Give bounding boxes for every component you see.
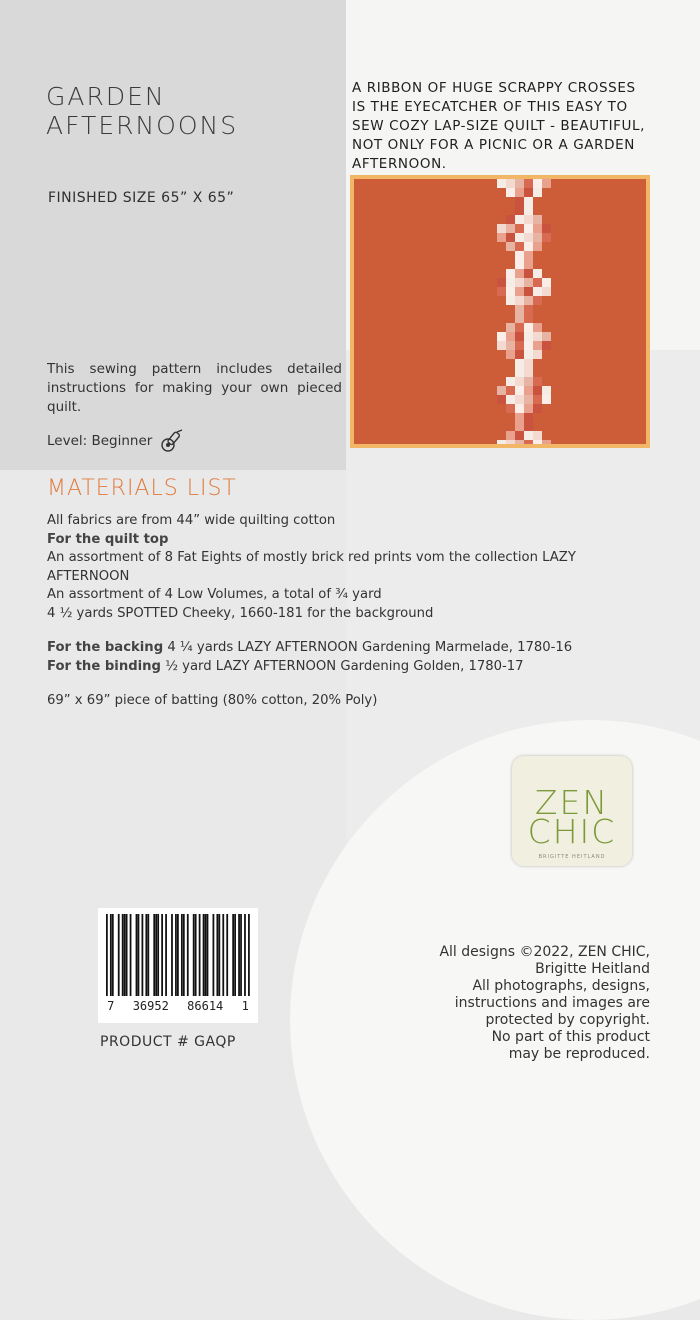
zen-chic-logo	[512, 756, 632, 866]
quilt-patch	[515, 341, 524, 350]
quilt-patch	[542, 179, 551, 188]
quilt-patch	[515, 251, 524, 260]
quilt-patch	[497, 287, 506, 296]
quilt-patch	[515, 206, 524, 215]
quilt-patch	[506, 395, 515, 404]
quilt-patch	[515, 296, 524, 305]
quilt-patch	[524, 206, 533, 215]
quilt-patch	[524, 332, 533, 341]
quilt-patch	[533, 188, 542, 197]
quilt-patch	[497, 440, 506, 444]
barcode-bar	[106, 914, 108, 996]
quilt-patch	[542, 395, 551, 404]
quilt-patch	[506, 341, 515, 350]
quilt-patch	[542, 332, 551, 341]
finished-size: FINISHED SIZE 65” X 65”	[48, 190, 235, 206]
quilt-patch	[506, 269, 515, 278]
barcode-bar	[205, 914, 207, 996]
quilt-patch	[524, 224, 533, 233]
barcode-bar	[157, 914, 159, 996]
quilt-patch	[506, 278, 515, 287]
logo-line-2: CHIC	[527, 812, 617, 851]
quilt-patch	[515, 179, 524, 188]
level-label: Level: Beginner	[47, 433, 153, 449]
barcode-bar	[145, 914, 147, 996]
barcode-bar	[203, 914, 205, 996]
quilt-patch	[515, 242, 524, 251]
quilt-patch	[533, 386, 542, 395]
quilt-patch	[524, 215, 533, 224]
quilt-patch	[524, 395, 533, 404]
quilt-patch	[506, 440, 515, 444]
quilt-patch	[524, 314, 533, 323]
quilt-patch	[533, 323, 542, 332]
copyright-line: No part of this product	[491, 1029, 650, 1045]
quilt-patch	[515, 395, 524, 404]
quilt-patch	[515, 278, 524, 287]
barcode-bar	[153, 914, 155, 996]
barcode-digit-prefix: 7	[107, 999, 115, 1013]
copyright-notice	[400, 944, 650, 1063]
barcode-bar	[142, 914, 144, 996]
quilt-patch	[524, 269, 533, 278]
quilt-patch	[524, 179, 533, 188]
quilt-patch	[497, 278, 506, 287]
quilt-patch	[524, 260, 533, 269]
barcode-bar	[161, 914, 163, 996]
quilt-patch	[515, 440, 524, 444]
quilt-patch	[524, 404, 533, 413]
quilt-top-item-2: An assortment of 4 Low Volumes, a total of ¾ yard	[47, 587, 382, 602]
backing-line	[47, 639, 607, 658]
quilt-patch	[524, 440, 533, 444]
quilt-top-item-3: 4 ½ yards SPOTTED Cheeky, 1660-181 for the background	[47, 605, 434, 621]
quilt-patch	[524, 305, 533, 314]
quilt-patch	[533, 350, 542, 359]
barcode-bar	[248, 914, 250, 996]
quilt-patch	[533, 341, 542, 350]
quilt-patch	[506, 233, 515, 242]
quilt-patch	[506, 224, 515, 233]
quilt-patch	[515, 287, 524, 296]
quilt-patch	[533, 395, 542, 404]
copyright-line: All photographs, designs,	[472, 978, 650, 994]
quilt-patch	[506, 188, 515, 197]
copyright-line: may be reproduced.	[508, 1046, 650, 1062]
quilt-patch	[524, 278, 533, 287]
quilt-patch	[515, 323, 524, 332]
copyright-line: protected by copyright.	[485, 1012, 650, 1028]
quilt-patch	[515, 197, 524, 206]
quilt-patch	[524, 359, 533, 368]
quilt-patch	[515, 368, 524, 377]
barcode-bar	[118, 914, 120, 996]
barcode-bar	[124, 914, 126, 996]
binding-label: For the binding	[47, 658, 161, 674]
quilt-patch	[524, 197, 533, 206]
barcode-bar	[199, 914, 201, 996]
pattern-description: This sewing pattern includes detailed instructions for making your own pieced quilt.	[47, 361, 342, 415]
barcode-digit-check: 1	[241, 999, 249, 1013]
quilt-patch	[533, 269, 542, 278]
barcode-bar	[187, 914, 189, 996]
quilt-patch	[533, 332, 542, 341]
quilt-patch	[533, 224, 542, 233]
quilt-patch	[524, 188, 533, 197]
quilt-patch	[542, 341, 551, 350]
quilt-patch	[533, 215, 542, 224]
quilt-patch	[524, 296, 533, 305]
barcode-bar	[213, 914, 215, 996]
quilt-patch	[515, 350, 524, 359]
quilt-patch	[497, 386, 506, 395]
quilt-patch	[506, 215, 515, 224]
copyright-line: Brigitte Heitland	[535, 961, 650, 977]
quilt-patch	[515, 305, 524, 314]
barcode-bar	[177, 914, 179, 996]
logo-line-1: ZEN	[534, 783, 610, 822]
barcode-bar	[147, 914, 149, 996]
barcode-bars	[106, 914, 250, 996]
barcode-bar	[226, 914, 228, 996]
quilt-patch	[533, 440, 542, 444]
barcode-bar	[112, 914, 114, 996]
barcode-bar	[130, 914, 132, 996]
quilt-patch	[515, 332, 524, 341]
quilt-patch	[515, 422, 524, 431]
materials-list	[47, 512, 607, 711]
quilt-top-item-1: An assortment of 8 Fat Eights of mostly brick red prints vom the collection LAZY AFTERNOON	[47, 550, 576, 584]
quilt-patch	[542, 287, 551, 296]
quilt-patch	[524, 287, 533, 296]
quilt-patch	[533, 278, 542, 287]
barcode-bar	[171, 914, 173, 996]
quilt-patch	[524, 377, 533, 386]
barcode-bar	[183, 914, 185, 996]
intro-text: A RIBBON OF HUGE SCRAPPY CROSSES IS THE EYECATCHER OF THIS EASY TO SEW COZY LAP-SIZE QUILT - BEAUTIFUL, NOT ONLY FOR A PICNIC OR A GARDEN AFTERNOON.	[352, 80, 646, 172]
barcode-bar	[222, 914, 224, 996]
quilt-patch	[524, 413, 533, 422]
quilt-patch	[515, 188, 524, 197]
barcode-bar	[138, 914, 140, 996]
quilt-patch	[542, 233, 551, 242]
quilt-patch	[506, 377, 515, 386]
quilt-patch	[506, 296, 515, 305]
quilt-patch	[506, 386, 515, 395]
quilt-patch	[506, 404, 515, 413]
quilt-patch	[515, 260, 524, 269]
quilt-patch	[515, 233, 524, 242]
quilt-patch	[524, 341, 533, 350]
quilt-patch	[497, 224, 506, 233]
barcode-bar	[193, 914, 195, 996]
quilt-patch	[542, 440, 551, 444]
quilt-patch	[533, 431, 542, 440]
materials-heading: MATERIALS LIST	[47, 476, 237, 501]
quilt-patch	[524, 242, 533, 251]
batting-line: 69” x 69” piece of batting (80% cotton, 20% Poly)	[47, 693, 378, 708]
quilt-patch	[515, 314, 524, 323]
quilt-patch	[524, 323, 533, 332]
quilt-patch	[533, 179, 542, 188]
barcode-bar	[232, 914, 234, 996]
title-line-2: AFTERNOONS	[46, 111, 239, 140]
barcode-bar	[244, 914, 246, 996]
barcode-bar	[195, 914, 197, 996]
copyright-line: All designs ©2022, ZEN CHIC,	[439, 944, 650, 960]
barcode-bar	[110, 914, 112, 996]
quilt-patch	[542, 278, 551, 287]
barcode-digits	[98, 999, 258, 1013]
copyright-line: instructions and images are	[454, 995, 650, 1011]
quilt-patch	[515, 386, 524, 395]
quilt-patch	[515, 431, 524, 440]
quilt-patch	[497, 332, 506, 341]
quilt-patch	[524, 386, 533, 395]
skill-level	[47, 429, 186, 453]
quilt-patch	[524, 251, 533, 260]
backing-value: 4 ¼ yards LAZY AFTERNOON Gardening Marmelade, 1780-16	[163, 640, 573, 655]
fabrics-note: All fabrics are from 44” wide quilting cotton	[47, 513, 336, 528]
product-number: PRODUCT # GAQP	[100, 1034, 236, 1050]
quilt-patch	[497, 395, 506, 404]
quilt-patch	[497, 179, 506, 188]
barcode-digits-left: 36952	[132, 999, 169, 1013]
barcode-bar	[165, 914, 167, 996]
quilt-patch	[506, 350, 515, 359]
quilt-patch	[497, 341, 506, 350]
quilt-patch	[506, 431, 515, 440]
binding-line	[47, 658, 607, 677]
barcode-bar	[122, 914, 124, 996]
barcode-bar	[240, 914, 242, 996]
backing-label: For the backing	[47, 640, 164, 655]
quilt-patch	[533, 233, 542, 242]
quilt-patch	[506, 179, 515, 188]
quilt-patch	[524, 350, 533, 359]
quilt-cross-ribbon	[354, 179, 646, 444]
quilt-patch	[515, 413, 524, 422]
binding-value: ½ yard LAZY AFTERNOON Gardening Golden, 1780-17	[161, 658, 524, 674]
quilt-patch	[533, 404, 542, 413]
logo-line-3: BRIGITTE HEITLAND	[538, 854, 606, 860]
quilt-patch	[524, 422, 533, 431]
pattern-title	[46, 82, 238, 140]
quilt-patch	[533, 377, 542, 386]
barcode-bar	[216, 914, 218, 996]
quilt-patch	[497, 233, 506, 242]
quilt-patch	[533, 296, 542, 305]
quilt-patch	[524, 368, 533, 377]
quilt-patch	[506, 332, 515, 341]
barcode-bar	[126, 914, 128, 996]
quilt-patch	[542, 386, 551, 395]
title-line-1: GARDEN	[46, 82, 166, 111]
barcode-bar	[181, 914, 183, 996]
quilt-patch	[533, 287, 542, 296]
quilt-patch	[533, 242, 542, 251]
quilt-patch	[515, 359, 524, 368]
barcode-digits-right: 86614	[187, 999, 224, 1013]
quilt-photo	[350, 175, 650, 448]
quilt-patch	[515, 224, 524, 233]
barcode-bar	[136, 914, 138, 996]
quilt-patch	[506, 242, 515, 251]
quilt-patch	[524, 233, 533, 242]
quilt-patch	[515, 215, 524, 224]
barcode-bar	[175, 914, 177, 996]
quilt-patch	[515, 377, 524, 386]
quilt-patch	[542, 224, 551, 233]
quilt-patch	[524, 431, 533, 440]
rotary-cutter-icon	[160, 429, 186, 453]
barcode-bar	[238, 914, 240, 996]
quilt-patch	[515, 269, 524, 278]
quilt-top-heading: For the quilt top	[47, 531, 169, 547]
quilt-patch	[515, 404, 524, 413]
barcode-bar	[207, 914, 209, 996]
barcode-bar	[234, 914, 236, 996]
barcode-bar	[218, 914, 220, 996]
quilt-patch	[506, 323, 515, 332]
barcode	[98, 908, 258, 1023]
quilt-patch	[506, 287, 515, 296]
barcode-bar	[155, 914, 157, 996]
